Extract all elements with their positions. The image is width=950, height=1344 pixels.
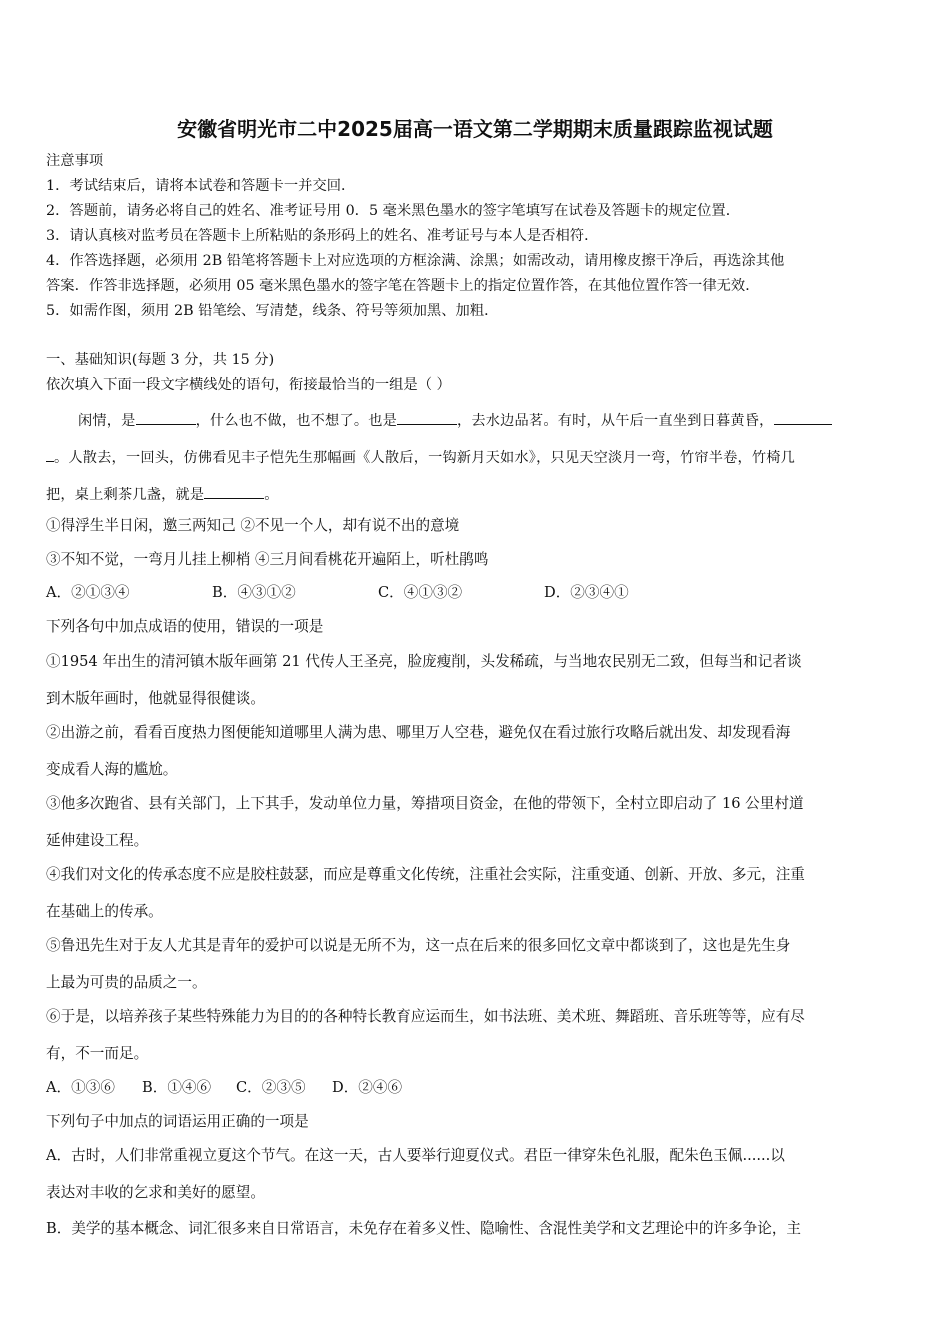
option-d[interactable]: D．②④⑥: [332, 1079, 403, 1096]
passage-text: 。人散去，一回头，仿佛看见丰子恺先生那幅画《人散后，一钩新月天如水》，只见天空淡月一弯，竹帘半卷，竹椅几: [54, 450, 796, 466]
option-d[interactable]: D．②③④①: [544, 584, 629, 601]
question-stem: 下列句子中加点的词语运用正确的一项是: [46, 1113, 309, 1130]
options-row: [46, 583, 629, 603]
sentence-line: ③他多次跑省、县有关部门，上下其手，发动单位力量，筹措项目资金，在他的带领下，全村立即启动了 16 公里村道: [46, 795, 804, 812]
passage-line: [46, 447, 795, 468]
sentence-line: 有，不一而足。: [46, 1045, 149, 1062]
option-a[interactable]: A．①③⑥: [46, 1079, 115, 1096]
option-b[interactable]: B．④③①②: [212, 584, 296, 601]
sentence-line: ①1954 年出生的清河镇木版年画第 21 代传人王圣亮，脸庞瘦削，头发稀疏，与当地农民别无二致，但每当和记者谈: [46, 653, 802, 670]
passage-text: 把，桌上剩茶几盏，就是: [46, 487, 205, 503]
question-stem: 下列各句中加点成语的使用，错误的一项是: [46, 618, 324, 635]
notice-item: 3．请认真核对监考员在答题卡上所粘贴的条形码上的姓名、准考证号与本人是否相符．: [46, 228, 599, 244]
choice-line: ①得浮生半日闲，邀三两知己 ②不见一个人，却有说不出的意境: [46, 517, 460, 534]
option-line: B．美学的基本概念、词汇很多来自日常语言，未免存在着多义性、隐喻性、含混性美学和文艺理论中的许多争论，主: [46, 1220, 802, 1237]
option-line: 表达对丰收的乞求和美好的愿望。: [46, 1184, 265, 1201]
sentence-line: 在基础上的传承。: [46, 903, 163, 920]
passage-text: ，去水边品茗。有时，从午后一直坐到日暮黄昏，: [457, 413, 774, 429]
option-a[interactable]: A．②①③④: [46, 584, 130, 601]
option-c[interactable]: C．④①③②: [378, 584, 463, 601]
question-stem: 依次填入下面一段文字横线处的语句，衔接最恰当的一组是（ ）: [46, 377, 451, 393]
sentence-line: ⑥于是，以培养孩子某些特殊能力为目的的各种特长教育应运而生，如书法班、美术班、舞蹈班、音乐班等等，应有尽: [46, 1008, 805, 1025]
notice-item: 4．作答选择题，必须用 2B 铅笔将答题卡上对应选项的方框涂满、涂黑；如需改动，请用橡皮擦干净后，再选涂其他: [46, 253, 785, 269]
sentence-line: ②出游之前，看看百度热力图便能知道哪里人满为患、哪里万人空巷，避免仅在看过旅行攻略后就出发、却发现看海: [46, 724, 791, 741]
fill-blank: [136, 410, 196, 425]
notice-item: 1．考试结束后，请将本试卷和答题卡一并交回．: [46, 178, 356, 194]
notice-heading: 注意事项: [46, 153, 104, 169]
passage-text: 。: [264, 487, 279, 503]
passage-text: ，什么也不做，也不想了。也是: [195, 413, 397, 429]
section-heading: 一、基础知识(每题 3 分，共 15 分): [46, 352, 275, 368]
sentence-line: 上最为可贵的品质之一。: [46, 974, 207, 991]
option-line: A．古时，人们非常重视立夏这个节气。在这一天，古人要举行迎夏仪式。君臣一律穿朱色礼服，配朱色玉佩......以: [46, 1147, 785, 1164]
fill-blank: [774, 410, 832, 425]
option-c[interactable]: C．②③⑤: [236, 1079, 306, 1096]
sentence-line: 延伸建设工程。: [46, 832, 149, 849]
page-title: 安徽省明光市二中2025届高一语文第二学期期末质量跟踪监视试题: [177, 117, 773, 141]
passage-text: 闲情，是: [78, 413, 136, 429]
notice-item: 2．答题前，请务必将自己的姓名、准考证号用 0．5 毫米黑色墨水的签字笔填写在试卷及答题卡的规定位置．: [46, 203, 741, 219]
passage-line: [46, 484, 279, 505]
sentence-line: 到木版年画时，他就显得很健谈。: [46, 690, 265, 707]
fill-blank: [46, 447, 54, 462]
sentence-line: ④我们对文化的传承态度不应是胶柱鼓瑟，而应是尊重文化传统，注重社会实际，注重变通、创新、开放、多元，注重: [46, 866, 805, 883]
notice-item: 5．如需作图，须用 2B 铅笔绘、写清楚，线条、符号等须加黑、加粗．: [46, 303, 499, 319]
option-b[interactable]: B．①④⑥: [142, 1079, 212, 1096]
fill-blank: [204, 484, 264, 499]
sentence-line: ⑤鲁迅先生对于友人尤其是青年的爱护可以说是无所不为，这一点在后来的很多回忆文章中都谈到了，这也是先生身: [46, 937, 791, 954]
options-row: [46, 1078, 402, 1098]
choice-line: ③不知不觉，一弯月儿挂上柳梢 ④三月间看桃花开遍陌上，听杜鹃鸣: [46, 551, 489, 568]
sentence-line: 变成看人海的尴尬。: [46, 761, 178, 778]
fill-blank: [397, 410, 457, 425]
notice-item: 答案．作答非选择题，必须用 05 毫米黑色墨水的签字笔在答题卡上的指定位置作答，在其他位置作答一律无效．: [46, 278, 760, 294]
passage-line: [78, 410, 832, 431]
